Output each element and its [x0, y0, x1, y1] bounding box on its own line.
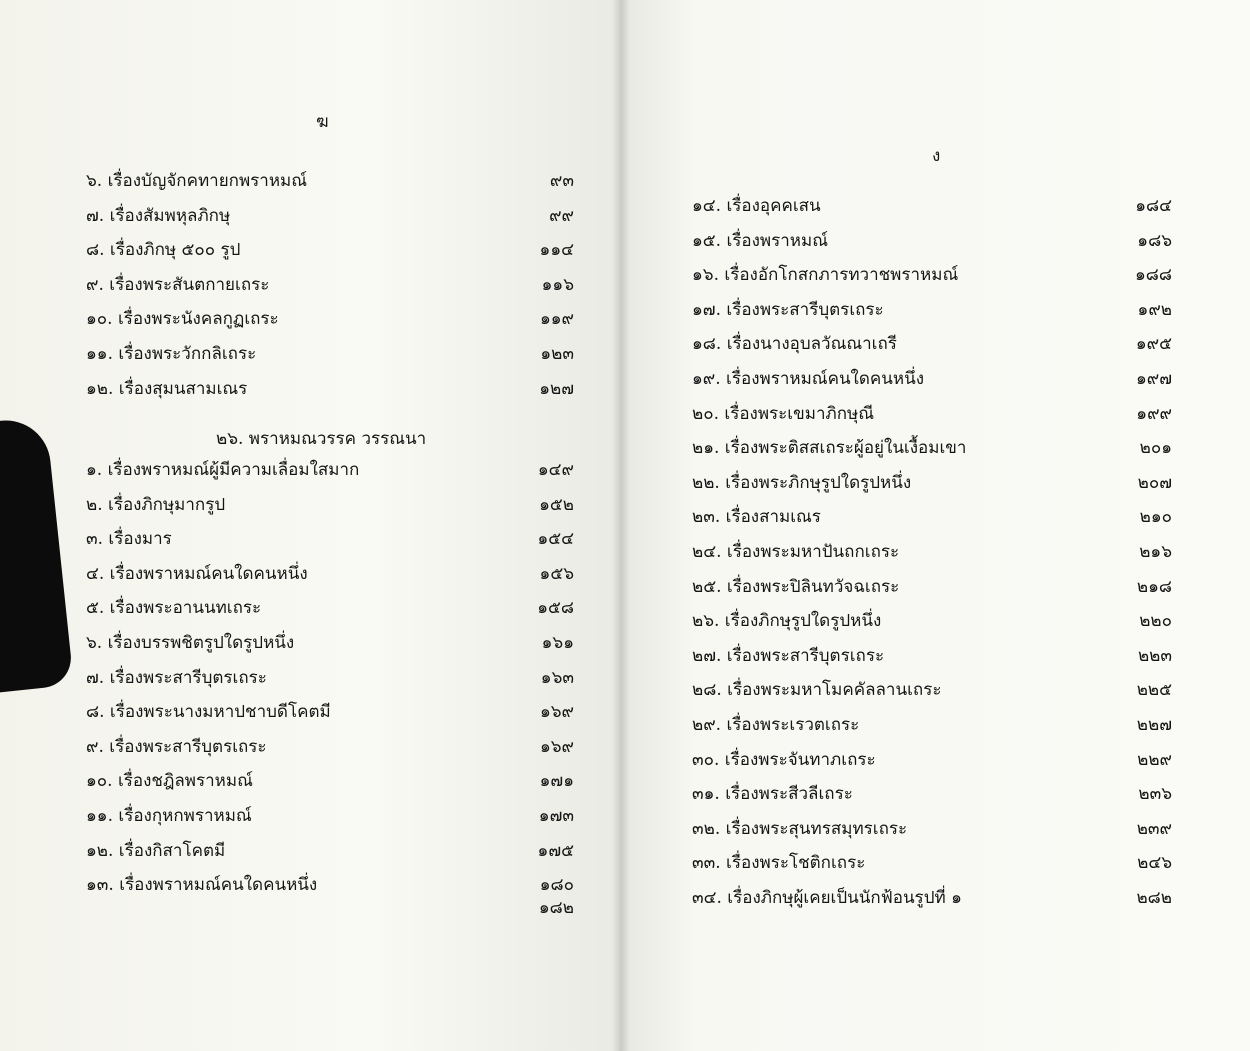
toc-entry: [692, 814, 1172, 844]
toc-entry-page: ๑๙๙: [1136, 403, 1172, 424]
toc-entry-page: ๒๐๗: [1137, 472, 1172, 493]
toc-entry-title: ๑๓. เรื่องพราหมณ์คนใดคนหนึ่ง: [86, 875, 318, 896]
toc-entry-title: ๑๔. เรื่องอุคคเสน: [692, 196, 821, 216]
toc-entry-title: ๑. เรื่องพราหมณ์ผู้มีความเลื่อมใสมาก: [86, 460, 360, 480]
toc-entry-title: ๑๘. เรื่องนางอุบลวัณณาเถรี: [692, 334, 897, 355]
toc-entry: [692, 260, 1172, 290]
toc-entry-title: ๑๑. เรื่องพระวักกลิเถระ: [86, 344, 257, 364]
toc-entry-page: ๑๒๗: [539, 378, 574, 399]
toc-entry-page: ๒๑๖: [1139, 542, 1172, 562]
toc-entry-page: ๒๐๑: [1139, 438, 1172, 459]
section-heading: ๒๖. พราหมณวรรค วรรณนา: [216, 429, 427, 449]
toc-entry-page: ๑๕๒: [539, 494, 574, 515]
toc-entry-page: ๑๖๑: [541, 633, 574, 653]
toc-entry: [86, 374, 574, 404]
toc-entry: [86, 732, 574, 762]
toc-entry: [692, 710, 1172, 740]
toc-entry-page: ๑๘๔: [1135, 196, 1172, 216]
toc-entry-title: ๒๕. เรื่องพระปิลินทวัจฉเถระ: [692, 576, 900, 597]
toc-entry: [692, 502, 1172, 532]
toc-entry-title: ๑๕. เรื่องพราหมณ์: [692, 230, 828, 251]
toc-entry-title: ๒๒. เรื่องพระภิกษุรูปใดรูปหนึ่ง: [692, 472, 912, 493]
page-number: ง: [932, 146, 941, 166]
toc-entry: [692, 329, 1172, 359]
toc-entry: [86, 697, 574, 727]
toc-entry-title: ๓๒. เรื่องพระสุนทรสมุทรเถระ: [692, 818, 908, 839]
toc-entry-page: ๑๒๓: [540, 344, 574, 364]
toc-entry-page: ๑๙๕: [1135, 334, 1172, 355]
toc-entry-title: ๒๓. เรื่องสามเณร: [692, 507, 821, 528]
left-page: [0, 0, 620, 1051]
toc-entry: [86, 559, 574, 589]
toc-entry-title: ๗. เรื่องพระสารีบุตรเถระ: [86, 667, 267, 688]
toc-entry-page: ๑๘๐: [539, 875, 574, 896]
toc-entry: [692, 537, 1172, 567]
toc-entry-title: ๓. เรื่องมาร: [86, 529, 172, 550]
toc-entry-title: ๘. เรื่องภิกษุ ๕๐๐ รูป: [86, 240, 241, 261]
toc-entry-title: ๙. เรื่องพระสันตกายเถระ: [86, 274, 270, 295]
toc-entry: [86, 270, 574, 300]
toc-entry-page: ๒๔๖: [1137, 853, 1172, 874]
toc-entry-page: ๑๕๖: [539, 563, 574, 584]
toc-entry: [86, 304, 574, 334]
toc-entry: [692, 399, 1172, 429]
toc-entry: [86, 490, 574, 520]
toc-entry: [86, 593, 574, 623]
toc-entry-title: ๒. เรื่องภิกษุมากรูป: [86, 494, 226, 515]
toc-entry-page: ๑๖๙: [539, 736, 574, 757]
toc-entry: [86, 766, 574, 796]
toc-entry-page: ๑๗๓: [538, 806, 574, 826]
page-number: ฆ: [316, 112, 329, 132]
toc-entry-title: ๑๐. เรื่องชฎิลพราหมณ์: [86, 771, 253, 792]
toc-entry-title: ๑๒. เรื่องกิสาโคตมี: [86, 840, 226, 861]
toc-entry-title: ๑๗. เรื่องพระสารีบุตรเถระ: [692, 299, 884, 320]
toc-entry-title: ๒๘. เรื่องพระมหาโมคคัลลานเถระ: [692, 680, 942, 701]
toc-entry: [692, 191, 1172, 221]
toc-entry-title: ๑๑. เรื่องกุหกพราหมณ์: [86, 806, 252, 826]
toc-entry-title: ๓๐. เรื่องพระจันทาภเถระ: [692, 749, 876, 770]
toc-entry: [86, 801, 574, 831]
toc-entry-page: ๑๘๘: [1134, 265, 1172, 286]
toc-entry-page: ๒๘๒: [1136, 888, 1172, 908]
toc-entry-title: ๔. เรื่องพราหมณ์คนใดคนหนึ่ง: [86, 563, 308, 584]
toc-entry-page: ๒๒๕: [1136, 680, 1172, 701]
toc-entry-title: ๒๔. เรื่องพระมหาปันถกเถระ: [692, 542, 900, 562]
toc-entry: [86, 524, 574, 554]
toc-entry-page: ๑๔๙: [537, 460, 574, 480]
toc-entry: [692, 883, 1172, 913]
toc-entry-title: ๖. เรื่องบรรพชิตรูปใดรูปหนึ่ง: [86, 633, 295, 653]
toc-entry: [86, 663, 574, 693]
toc-entry: [692, 779, 1172, 809]
toc-entry: [692, 848, 1172, 878]
toc-entry-page: ๑๑๙: [539, 309, 574, 330]
toc-entry-title: ๑๒. เรื่องสุมนสามเณร: [86, 378, 248, 399]
toc-entry-title: ๙. เรื่องพระสารีบุตรเถระ: [86, 736, 267, 757]
toc-entry: [86, 339, 574, 369]
toc-entry-title: ๒๐. เรื่องพระเขมาภิกษุณี: [692, 403, 874, 424]
toc-entry-page: ๙๓: [549, 171, 574, 191]
toc-entry: [692, 606, 1172, 636]
toc-entry-title: ๕. เรื่องพระอานนทเถระ: [86, 598, 262, 619]
toc-entry-page: ๒๑๘: [1136, 576, 1172, 597]
toc-entry-title: ๓๔. เรื่องภิกษุผู้เคยเป็นนักฟ้อนรูปที่ ๑: [692, 888, 962, 908]
toc-entry: [86, 628, 574, 658]
right-page: [620, 0, 1250, 1051]
toc-entry-page: ๑๑๖: [541, 274, 574, 295]
toc-entry-page: ๑๕๔: [537, 529, 574, 550]
toc-entry-page: ๒๒๙: [1137, 749, 1172, 770]
toc-entry-page: ๑๕๘: [537, 598, 574, 619]
toc-entry-page: [86, 893, 574, 923]
toc-entry: [692, 364, 1172, 394]
toc-entry-title: ๒๙. เรื่องพระเรวตเถระ: [692, 715, 860, 735]
toc-entry-page: ๑๗๑: [539, 771, 574, 792]
toc-entry: [692, 641, 1172, 671]
toc-entry-page: ๑๑๔: [539, 240, 574, 261]
toc-entry: [692, 226, 1172, 256]
toc-entry: [692, 468, 1172, 498]
toc-entry-page: ๑๗๕: [537, 840, 574, 861]
toc-entry-page: ๒๑๐: [1139, 507, 1172, 528]
toc-entry: [86, 235, 574, 265]
toc-entry-page: ๑๘๖: [1137, 230, 1172, 251]
toc-entry-page: ๑๘๒: [538, 898, 574, 918]
toc-entry-page: ๒๓๙: [1136, 818, 1172, 839]
toc-entry-page: ๙๙: [549, 205, 574, 226]
toc-entry: [86, 836, 574, 866]
toc-entry-page: ๑๙๗: [1135, 369, 1172, 389]
toc-entry: [692, 572, 1172, 602]
toc-entry-page: ๒๒๗: [1136, 715, 1172, 735]
toc-entry-title: ๑๙. เรื่องพราหมณ์คนใดคนหนึ่ง: [692, 369, 925, 389]
toc-entry-title: ๒๑. เรื่องพระติสสเถระผู้อยู่ในเงื้อมเขา: [692, 438, 967, 459]
toc-entry-title: ๑๖. เรื่องอักโกสกภารทวาชพราหมณ์: [692, 265, 959, 286]
toc-entry-page: ๒๒๓: [1137, 645, 1172, 666]
toc-entry-title: ๗. เรื่องสัมพหุลภิกษุ: [86, 205, 231, 226]
toc-entry-title: ๓๑. เรื่องพระสีวลีเถระ: [692, 784, 853, 805]
toc-entry-page: ๒๓๖: [1138, 784, 1172, 805]
toc-entry-title: ๒๗. เรื่องพระสารีบุตรเถระ: [692, 645, 885, 666]
toc-entry: [86, 201, 574, 231]
toc-entry-page: ๑๖๙: [539, 702, 574, 723]
toc-entry-title: ๘. เรื่องพระนางมหาปชาบดีโคตมี: [86, 702, 331, 723]
toc-entry-page: ๑๖๓: [540, 667, 574, 688]
book-gutter: [612, 0, 630, 1051]
toc-entry-title: ๖. เรื่องบัญจักคทายกพราหมณ์: [86, 171, 308, 191]
toc-entry-title: ๓๓. เรื่องพระโชติกเถระ: [692, 853, 866, 874]
toc-entry-page: ๑๙๒: [1137, 299, 1172, 320]
toc-entry: [86, 166, 574, 196]
toc-entry: [86, 455, 574, 485]
toc-entry-title: ๑๐. เรื่องพระนังคลกูฏเถระ: [86, 309, 279, 330]
toc-entry: [692, 295, 1172, 325]
toc-entry: [692, 675, 1172, 705]
toc-entry: [692, 745, 1172, 775]
toc-entry-page: ๒๒๐: [1139, 611, 1172, 632]
toc-entry-title: ๒๖. เรื่องภิกษุรูปใดรูปหนึ่ง: [692, 611, 882, 632]
toc-entry: [692, 433, 1172, 463]
